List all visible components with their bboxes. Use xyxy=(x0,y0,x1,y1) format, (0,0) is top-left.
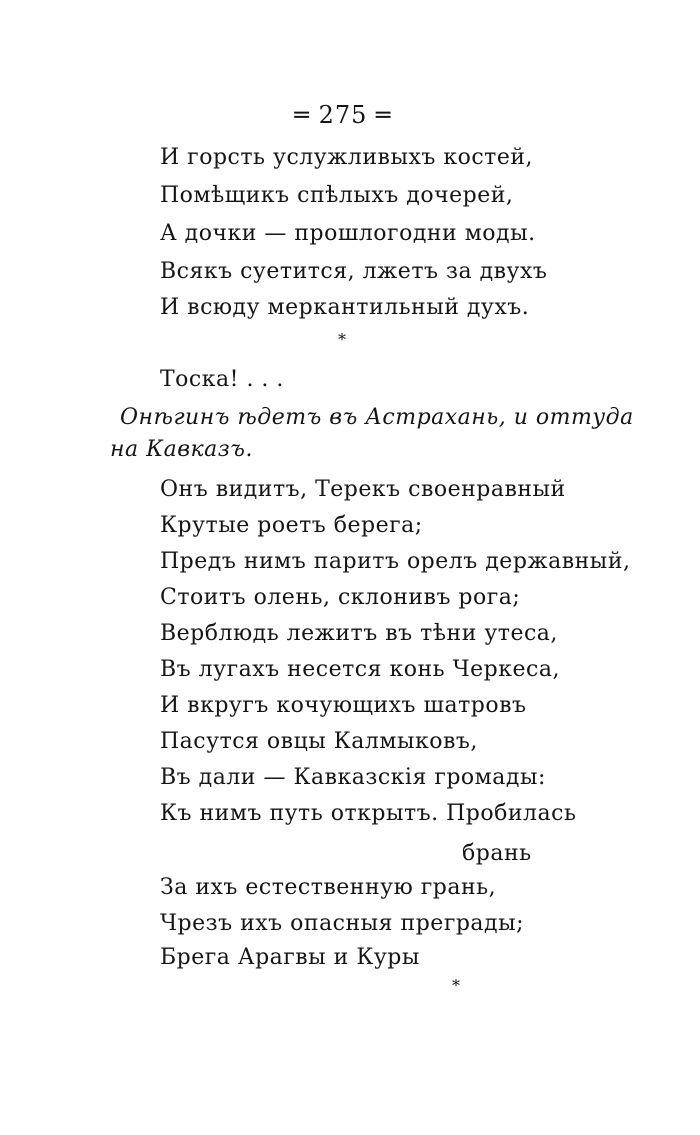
prose-line: Онѣгинъ ѣдетъ въ Астрахань, и оттуда xyxy=(120,405,634,430)
page-number: ═ 275 ═ xyxy=(294,101,392,129)
verse-line: За ихъ естественную грань, xyxy=(160,875,497,900)
verse-line: Крутые роетъ берега; xyxy=(160,513,423,538)
verse-line: И горсть услужливыхъ костей, xyxy=(160,145,534,170)
prose-line: на Кавказъ. xyxy=(110,437,253,462)
verse-line-continuation: брань xyxy=(462,841,532,866)
verse-line: Брега Арагвы и Куры xyxy=(160,945,420,970)
verse-line: Стоитъ олень, склонивъ рога; xyxy=(160,585,521,610)
verse-line: Въ дали — Кавказскія громады: xyxy=(160,765,546,790)
verse-line: Чрезъ ихъ опасныя преграды; xyxy=(160,911,525,936)
verse-line: И всюду меркантильный духъ. xyxy=(160,295,530,320)
section-separator: * xyxy=(452,976,460,995)
verse-line: Верблюдь лежитъ въ тѣни утеса, xyxy=(160,621,558,646)
verse-line: Предъ нимъ паритъ орелъ державный, xyxy=(160,549,631,574)
verse-line: Онъ видитъ, Терекъ своенравный xyxy=(160,477,566,502)
verse-line: А дочки — прошлогодни моды. xyxy=(160,221,536,246)
verse-line: Помѣщикъ спѣлыхъ дочерей, xyxy=(160,183,514,208)
verse-line: И вкругъ кочующихъ шатровъ xyxy=(160,693,527,718)
verse-line: Въ лугахъ несется конь Черкеса, xyxy=(160,657,560,682)
verse-line: Тоска! . . . xyxy=(160,367,284,392)
verse-line: Къ нимъ путь открытъ. Пробилась xyxy=(160,801,577,826)
verse-line: Всякъ суетится, лжетъ за двухъ xyxy=(160,259,548,284)
verse-line: Пасутся овцы Калмыковъ, xyxy=(160,729,478,754)
section-separator: * xyxy=(338,330,346,349)
